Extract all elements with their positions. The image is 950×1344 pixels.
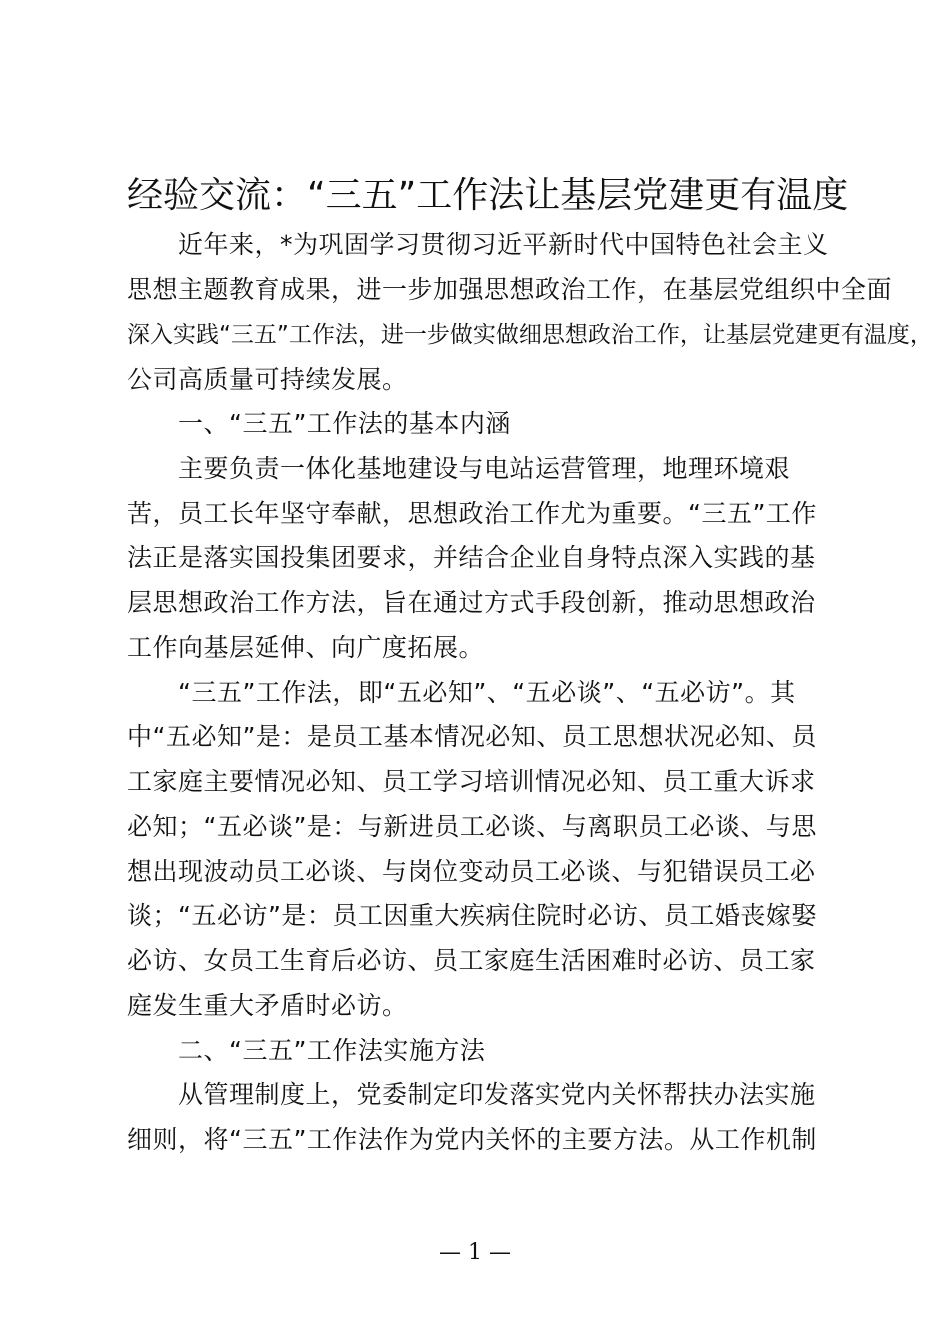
paragraph-line: 庭发生重大矛盾时必访。 bbox=[127, 991, 408, 1020]
paragraph-line: 深入实践“三五”工作法，进一步做实做细思想政治工作，让基层党建更有温度， bbox=[127, 322, 933, 348]
paragraph-line: 主要负责一体化基地建设与电站运营管理，地理环境艰 bbox=[178, 454, 791, 483]
paragraph-line: 从管理制度上，党委制定印发落实党内关怀帮扶办法实施 bbox=[178, 1080, 816, 1109]
paragraph-line: 法正是落实国投集团要求，并结合企业自身特点深入实践的基 bbox=[127, 543, 816, 572]
section-heading: 一、“三五”工作法的基本内涵 bbox=[178, 409, 511, 438]
page-number: — 1 — bbox=[439, 1240, 511, 1265]
document-title: 经验交流：“三五”工作法让基层党建更有温度 bbox=[127, 175, 849, 216]
paragraph-line: “三五”工作法，即“五必知”、“五必谈”、“五必访”。其 bbox=[178, 678, 796, 707]
section-heading: 二、“三五”工作法实施方法 bbox=[178, 1036, 486, 1065]
paragraph-line: 公司高质量可持续发展。 bbox=[127, 365, 408, 394]
paragraph-line: 必访、女员工生育后必访、员工家庭生活困难时必访、员工家 bbox=[127, 946, 816, 975]
paragraph-line: 细则，将“三五”工作法作为党内关怀的主要方法。从工作机制 bbox=[127, 1125, 817, 1154]
paragraph-line: 工作向基层延伸、向广度拓展。 bbox=[127, 633, 485, 662]
paragraph-line: 想出现波动员工必谈、与岗位变动员工必谈、与犯错误员工必 bbox=[127, 857, 816, 886]
paragraph-line: 必知；“五必谈”是：与新进员工必谈、与离职员工必谈、与思 bbox=[127, 812, 817, 841]
paragraph-line: 思想主题教育成果，进一步加强思想政治工作，在基层党组织中全面 bbox=[127, 275, 893, 304]
paragraph-line: 苦，员工长年坚守奉献，思想政治工作尤为重要。“三五”工作 bbox=[127, 499, 817, 528]
paragraph-line: 谈；“五必访”是：员工因重大疾病住院时必访、员工婚丧嫁娶 bbox=[127, 901, 817, 930]
paragraph-line: 近年来，*为巩固学习贯彻习近平新时代中国特色社会主义 bbox=[178, 230, 829, 259]
paragraph-line: 中“五必知”是：是员工基本情况必知、员工思想状况必知、员 bbox=[127, 722, 817, 751]
paragraph-line: 工家庭主要情况必知、员工学习培训情况必知、员工重大诉求 bbox=[127, 767, 816, 796]
paragraph-line: 层思想政治工作方法，旨在通过方式手段创新，推动思想政治 bbox=[127, 588, 816, 617]
